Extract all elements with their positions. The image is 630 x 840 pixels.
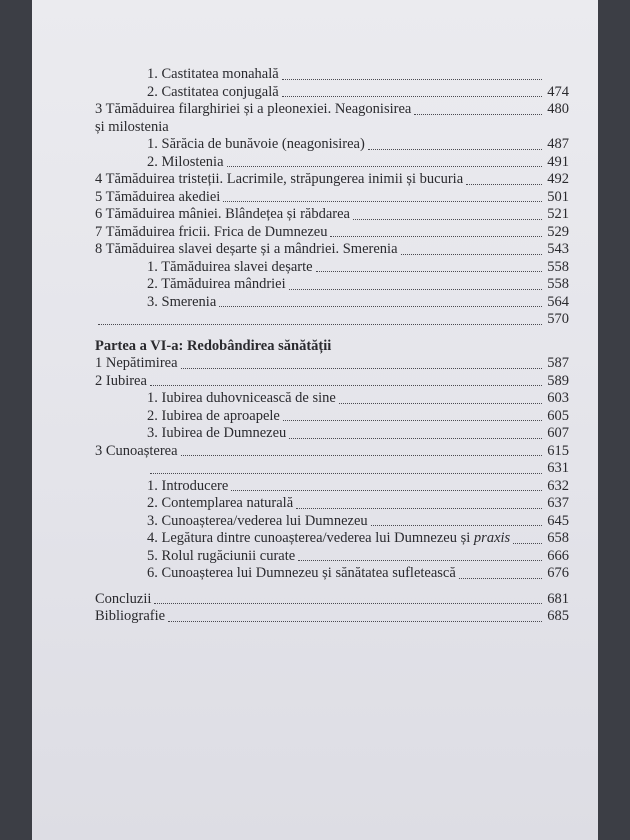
table-of-contents: [95, 66, 569, 626]
toc-entry-title: 3. Iubirea de Dumnezeu: [147, 425, 287, 441]
toc-entry-page: 666: [547, 547, 569, 564]
dot-leader: [289, 438, 542, 439]
dot-leader: [181, 368, 542, 369]
dot-leader: [154, 603, 542, 604]
dot-leader: [339, 403, 542, 404]
toc-entry-page: 529: [547, 223, 569, 240]
toc-entry-title: 2. Contemplarea naturală: [147, 495, 294, 511]
part-title: Partea a VI-a: Redobândirea sănătății: [95, 337, 332, 354]
toc-entry-page: 645: [547, 512, 569, 529]
toc-entry: [95, 189, 569, 207]
toc-entry-page: 564: [547, 293, 569, 310]
toc-entry-title: 2. Iubirea de aproapele: [147, 407, 280, 424]
toc-entry-title: 7 Tămăduirea fricii. Frica de Dumnezeu: [95, 223, 328, 240]
dot-leader: [316, 271, 542, 272]
dot-leader: [219, 306, 542, 307]
toc-entry: [95, 373, 569, 391]
toc-block-part6: [95, 355, 569, 583]
dot-leader: [283, 420, 542, 421]
toc-entry-page: 487: [547, 136, 569, 152]
toc-entry-title: 2. Milostenia: [147, 153, 224, 170]
toc-entry-title: 5. Rolul rugăciunii curate: [147, 547, 296, 564]
toc-entry-page: 558: [547, 276, 569, 292]
dot-leader: [298, 560, 542, 561]
dot-leader: [401, 254, 542, 255]
toc-entry: [95, 408, 569, 426]
dot-leader: [414, 114, 542, 115]
toc-entry-title: 4 Tămăduirea tristeții. Lacrimile, străpungerea inimii și bucuria: [95, 171, 464, 187]
toc-entry: [95, 530, 569, 548]
dot-leader: [289, 289, 542, 290]
toc-entry: [95, 390, 569, 408]
toc-entry: [95, 565, 569, 583]
toc-entry: [95, 355, 569, 373]
dot-leader: [181, 455, 542, 456]
toc-entry: [95, 154, 569, 172]
toc-entry-page: 603: [547, 390, 569, 406]
toc-entry-page: 474: [547, 83, 569, 100]
dot-leader: [513, 543, 542, 544]
toc-entry: [95, 478, 569, 496]
toc-entry: [95, 171, 569, 189]
toc-entry: [95, 513, 569, 531]
toc-entry: [95, 425, 569, 443]
toc-entry-page: 570: [547, 311, 569, 327]
toc-entry: [95, 311, 569, 329]
dot-leader: [296, 508, 542, 509]
toc-entry-page: 492: [547, 171, 569, 187]
toc-entry: [95, 241, 569, 259]
toc-entry-title: 2. Tămăduirea mândriei: [147, 276, 286, 292]
toc-entry-title: 3. Smerenia: [147, 293, 217, 310]
toc-entry-page: 491: [547, 153, 569, 170]
toc-entry-title: 3 Tămăduirea filarghiriei și a pleonexiei. Neagonisirea: [95, 101, 412, 117]
dot-leader: [150, 385, 542, 386]
toc-entry: [95, 206, 569, 224]
toc-entry-title: Bibliografie: [95, 608, 166, 624]
toc-entry-title: 1. Tămăduirea slavei deșarte: [147, 258, 313, 275]
toc-entry-title-wrap: [147, 530, 510, 548]
dot-leader: [330, 236, 542, 237]
toc-entry-title: 6. Cunoașterea lui Dumnezeu și sănătatea sufletească: [147, 565, 456, 581]
toc-entry: [95, 259, 569, 277]
dot-leader: [227, 166, 542, 167]
toc-entry-title: 2. Castitatea conjugală: [147, 83, 279, 100]
toc-entry: [95, 443, 569, 461]
toc-entry: [95, 119, 569, 137]
toc-entry: [95, 608, 569, 626]
toc-entry-page: 676: [547, 565, 569, 581]
toc-entry-page: 480: [547, 101, 569, 117]
dot-leader: [282, 96, 542, 97]
toc-entry-page: 558: [547, 258, 569, 275]
toc-entry: [95, 495, 569, 513]
toc-entry-page: 587: [547, 355, 569, 371]
toc-entry-title: și milostenia: [95, 118, 169, 135]
dot-leader: [353, 219, 542, 220]
toc-entry: [95, 460, 569, 478]
toc-entry: [95, 276, 569, 294]
toc-entry-title: 2 Iubirea: [95, 372, 147, 389]
toc-entry-title: 1. Castitatea monahală: [147, 66, 279, 82]
toc-entry-title: 1. Iubirea duhovnicească de sine: [147, 390, 336, 406]
toc-entry: [95, 224, 569, 242]
toc-entry: [95, 294, 569, 312]
toc-entry-title: 3 Cunoașterea: [95, 442, 178, 459]
toc-entry: [95, 591, 569, 609]
dot-leader: [371, 525, 542, 526]
dot-leader: [98, 324, 542, 325]
dot-leader: [368, 149, 542, 150]
toc-entry-page: 685: [547, 608, 569, 624]
toc-entry-title: 1. Introducere: [147, 477, 229, 494]
toc-entry: [95, 66, 569, 84]
dot-leader: [168, 621, 542, 622]
dot-leader: [223, 201, 542, 202]
book-page: [32, 0, 598, 840]
toc-entry-title: 3. Cunoașterea/vederea lui Dumnezeu: [147, 512, 368, 529]
toc-block-end: [95, 591, 569, 626]
toc-entry: [95, 84, 569, 102]
toc-entry-page: 681: [547, 590, 569, 607]
dot-leader: [459, 578, 542, 579]
toc-entry-page: 589: [547, 372, 569, 389]
dot-leader: [231, 490, 542, 491]
toc-entry-page: 658: [547, 530, 569, 546]
toc-entry-page: 631: [547, 460, 569, 476]
toc-entry-page: 637: [547, 495, 569, 511]
toc-entry-page: 605: [547, 407, 569, 424]
dot-leader: [466, 184, 542, 185]
toc-entry-title: 1. Sărăcia de bunăvoie (neagonisirea): [147, 136, 365, 152]
toc-entry-page: 501: [547, 188, 569, 205]
toc-entry-italic: praxis: [473, 530, 511, 546]
toc-block-part5: [95, 66, 569, 329]
dot-leader: [150, 473, 542, 474]
spacer: [95, 583, 569, 591]
toc-entry-title: 5 Tămăduirea akediei: [95, 188, 221, 205]
toc-entry-page: 615: [547, 442, 569, 459]
toc-entry-page: 632: [547, 477, 569, 494]
toc-entry: [95, 136, 569, 154]
toc-entry: [95, 548, 569, 566]
toc-entry-title: 4. Legătura dintre cunoașterea/vederea lui Dumnezeu și: [147, 530, 471, 546]
toc-entry-title: 8 Tămăduirea slavei deșarte și a mândriei. Smerenia: [95, 241, 398, 257]
toc-entry-title: 1 Nepătimirea: [95, 355, 178, 371]
toc-entry-title: 6 Tămăduirea mâniei. Blândețea și răbdarea: [95, 206, 350, 222]
toc-entry-page: 543: [547, 241, 569, 257]
dot-leader: [282, 79, 542, 80]
toc-entry-title: Concluzii: [95, 590, 152, 607]
toc-entry-page: 521: [547, 206, 569, 222]
toc-entry-page: 607: [547, 425, 569, 441]
toc-entry: [95, 101, 569, 119]
